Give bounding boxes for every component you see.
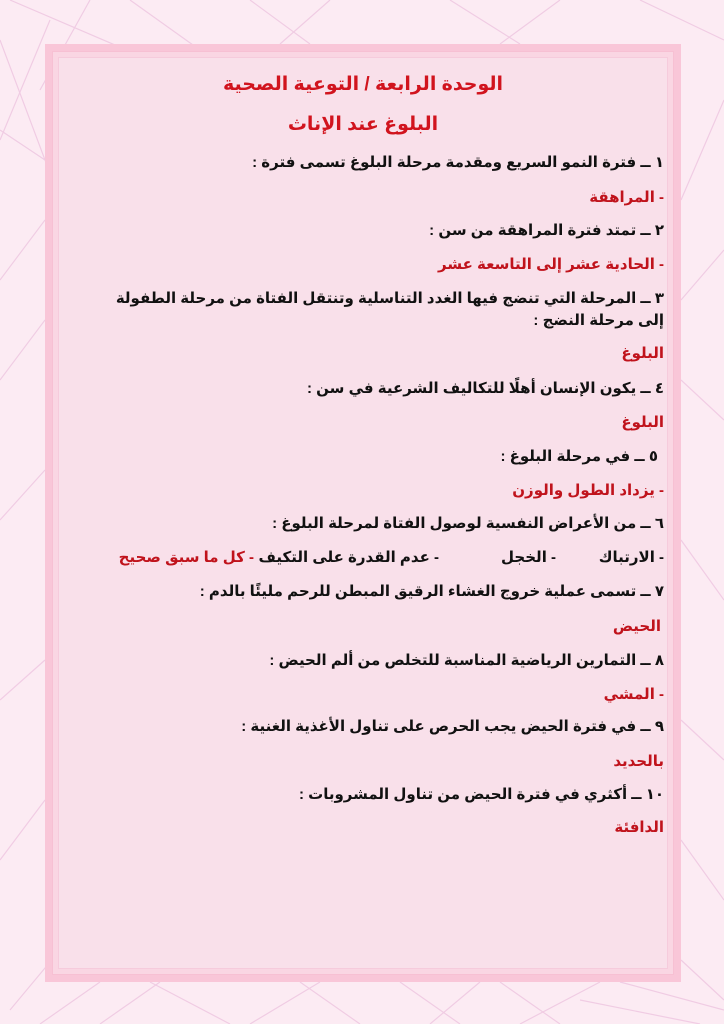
answer-9: بالحديد xyxy=(613,753,664,770)
answer-6: - كل ما سبق صحيح xyxy=(118,549,254,566)
answer-4: البلوغ xyxy=(621,414,664,431)
answer-10: الدافئة xyxy=(614,819,664,836)
question-2: ٢ ــ تمتد فترة المراهقة من سن : xyxy=(429,222,664,239)
question-6: ٦ ــ من الأعراض النفسية لوصول الفتاة لمرحلة البلوغ : xyxy=(272,515,664,532)
answer-8: - المشي xyxy=(603,686,664,703)
question-6-options xyxy=(24,547,664,569)
question-7: ٧ ــ تسمى عملية خروج الغشاء الرقيق المبطن للرحم مليئًا بالدم : xyxy=(199,583,664,600)
question-8: ٨ ــ التمارين الرياضية المناسبة للتخلص من ألم الحيض : xyxy=(269,652,664,669)
lesson-title: البلوغ عند الإناث xyxy=(287,114,439,135)
answer-5: - يزداد الطول والوزن xyxy=(512,482,664,499)
answer-3: البلوغ xyxy=(621,345,664,362)
answer-2: - الحادية عشر إلى التاسعة عشر xyxy=(438,256,664,273)
question-3: ٣ ــ المرحلة التي تنضج فيها الغدد التناسلية وتنتقل الفتاة من مرحلة الطفولة إلى مرحلة النضج : xyxy=(115,290,664,329)
answer-7: الحيض xyxy=(612,618,661,635)
answer-1: - المراهقة xyxy=(589,189,664,206)
question-4: ٤ ــ يكون الإنسان أهلًا للتكاليف الشرعية في سن : xyxy=(307,380,664,397)
option-shyness: - الخجل xyxy=(501,549,556,566)
question-5: ٥ ــ في مرحلة البلوغ : xyxy=(500,448,658,465)
question-9: ٩ ــ في فترة الحيض يجب الحرص على تناول الأغذية الغنية : xyxy=(241,718,664,735)
question-10: ١٠ ــ أكثري في فترة الحيض من تناول المشروبات : xyxy=(298,786,664,803)
option-inability-to-adapt: - عدم القدرة على التكيف xyxy=(258,549,439,566)
question-1: ١ ــ فترة النمو السريع ومقدمة مرحلة البلوغ تسمى فترة : xyxy=(252,154,664,171)
unit-title: الوحدة الرابعة / التوعية الصحية xyxy=(222,74,504,95)
option-confusion: - الارتباك xyxy=(598,549,664,566)
